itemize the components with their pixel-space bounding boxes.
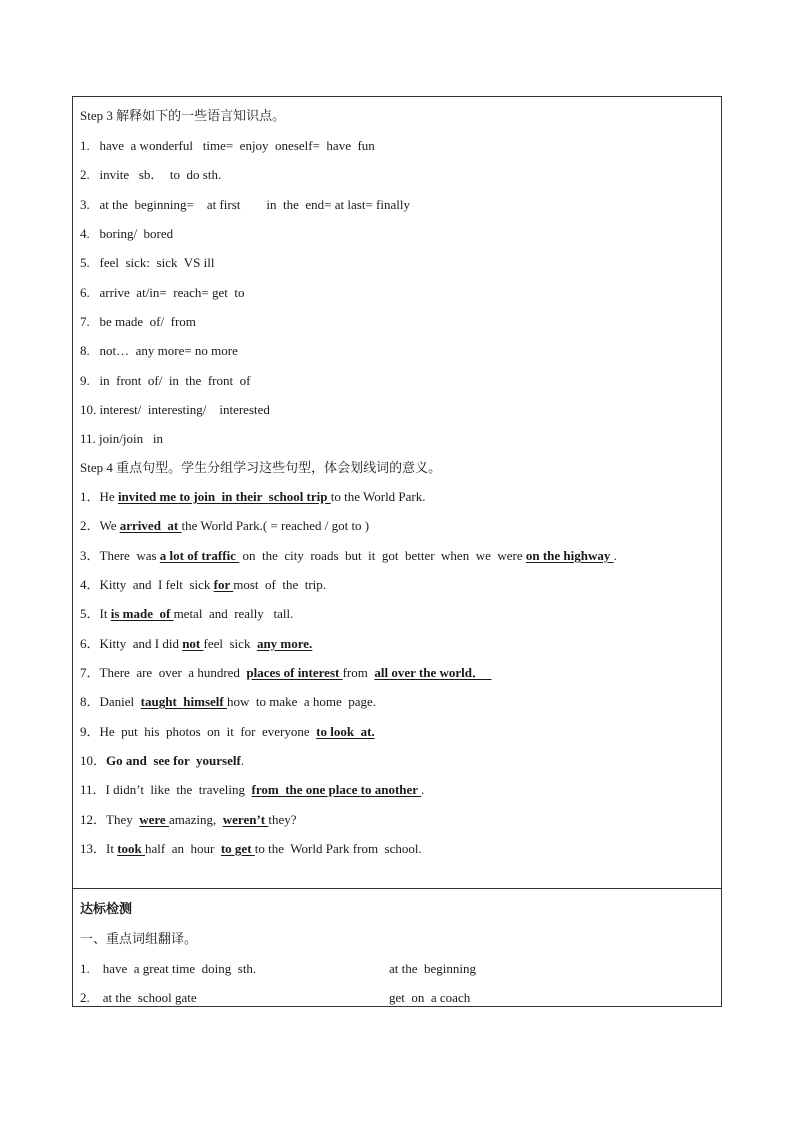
sentence-text: I didn’t like the traveling <box>105 782 252 797</box>
sentence-text: feel sick <box>203 636 257 651</box>
step3-item: 9. in front of/ in the front of <box>80 373 251 388</box>
sentence-text: half an hour <box>145 841 221 856</box>
step3-item: 7. be made of/ from <box>80 314 196 329</box>
sentence-number: 6． <box>80 636 100 651</box>
step3-item: 1. have a wonderful time= enjoy oneself= have fun <box>80 138 375 153</box>
sentence <box>80 665 491 681</box>
sentence <box>80 694 376 710</box>
underlined-phrase: places of interest <box>246 665 343 680</box>
sentence-text: He <box>99 489 118 504</box>
sentence <box>80 489 426 505</box>
sentence-number: 13． <box>80 841 107 856</box>
underlined-phrase: from the one place to another <box>251 782 422 797</box>
sentence-number: 10． <box>80 753 107 768</box>
sentence-text: There was <box>99 548 160 563</box>
sentence-text: We <box>99 518 120 533</box>
sentence <box>80 548 617 564</box>
step3-item: 3. at the beginning= at first in the end= at last= finally <box>80 197 410 212</box>
sentence-number: 1． <box>80 489 100 504</box>
sentence-text: Kitty and I felt sick <box>99 577 214 592</box>
sentence-number: 11． <box>80 782 106 797</box>
step3-item: 5. feel sick: sick VS ill <box>80 255 215 270</box>
step3-item: 8. not… any more= no more <box>80 343 238 358</box>
sentence-number: 7． <box>80 665 100 680</box>
phrase-left: 2. at the school gate <box>80 990 197 1005</box>
sentence-text: how to make a home page. <box>226 694 377 709</box>
sentence <box>80 518 369 534</box>
underlined-phrase: for <box>213 577 234 592</box>
step3-item: 2. invite sb． to do sth. <box>80 167 222 182</box>
sentence-text: to the World Park from school. <box>254 841 422 856</box>
sentence-text: from <box>342 665 375 680</box>
underlined-phrase: taught himself <box>140 694 227 709</box>
sentence <box>80 841 422 857</box>
underlined-phrase: any more. <box>256 636 313 651</box>
underlined-phrase: not <box>182 636 204 651</box>
sentence-text: They <box>106 812 140 827</box>
sentence <box>80 753 244 769</box>
sentence-text: He put his photos on it for everyone <box>99 724 317 739</box>
sentence-bold: Go and see for yourself <box>106 753 241 768</box>
phrase-right: at the beginning <box>389 961 477 976</box>
underlined-phrase: all over the world． <box>374 665 492 680</box>
underlined-phrase: arrived at <box>119 518 182 533</box>
underlined-phrase: is made of <box>110 606 174 621</box>
underlined-phrase: were <box>139 812 169 827</box>
sentence-tail: . <box>240 753 245 768</box>
sentence-number: 5． <box>80 606 100 621</box>
sentence-number: 4． <box>80 577 100 592</box>
phrase-left: 1. have a great time doing sth. <box>80 961 257 976</box>
sentence-text: There are over a hundred <box>99 665 247 680</box>
step3-item: 11. join/join in <box>80 431 163 446</box>
sentence-text: Daniel <box>99 694 141 709</box>
sentence-text: . <box>613 548 617 563</box>
sentence <box>80 782 424 798</box>
sentence-text: It <box>106 841 118 856</box>
sentence-text: It <box>99 606 111 621</box>
sentence-number: 9． <box>80 724 100 739</box>
underlined-phrase: on the highway <box>525 548 614 563</box>
underlined-phrase: to look at. <box>316 724 375 739</box>
step3-item: 6. arrive at/in= reach= get to <box>80 285 245 300</box>
sentence-text: the World Park.( = reached / got to ) <box>181 518 370 533</box>
underlined-phrase: weren’t <box>222 812 269 827</box>
step3-item: 10. interest/ interesting/ interested <box>80 402 270 417</box>
step3-item: 4. boring/ bored <box>80 226 174 241</box>
sentence <box>80 724 375 740</box>
sentence-number: 8． <box>80 694 100 709</box>
sentence <box>80 606 293 622</box>
sentence <box>80 636 312 652</box>
sentence-text: Kitty and I did <box>99 636 183 651</box>
sentence-number: 3． <box>80 548 100 563</box>
underlined-phrase: invited me to join in their school trip <box>117 489 331 504</box>
check-title: 达标检测 <box>80 901 133 916</box>
step4-title: Step 4 重点句型。学生分组学习这些句型，体会划线词的意义。 <box>80 460 442 475</box>
underlined-phrase: to get <box>220 841 255 856</box>
sentence <box>80 812 297 828</box>
underlined-phrase: took <box>117 841 146 856</box>
sentence-text: amazing, <box>168 812 223 827</box>
sentence <box>80 577 326 593</box>
sentence-text: metal and really tall. <box>173 606 294 621</box>
section-divider <box>72 888 722 889</box>
sentence-text: . <box>421 782 425 797</box>
sentence-number: 2． <box>80 518 100 533</box>
sentence-number: 12． <box>80 812 107 827</box>
step3-title: Step 3 解释如下的一些语言知识点。 <box>80 108 286 123</box>
sentence-text: on the city roads but it got better when we were <box>239 548 526 563</box>
sentence-text: most of the trip. <box>233 577 327 592</box>
sentence-text: to the World Park. <box>330 489 426 504</box>
underlined-phrase: a lot of traffic <box>159 548 240 563</box>
check-subtitle: 一、重点词组翻译。 <box>80 931 198 946</box>
sentence-text: they? <box>268 812 297 827</box>
phrase-right: get on a coach <box>389 990 471 1005</box>
